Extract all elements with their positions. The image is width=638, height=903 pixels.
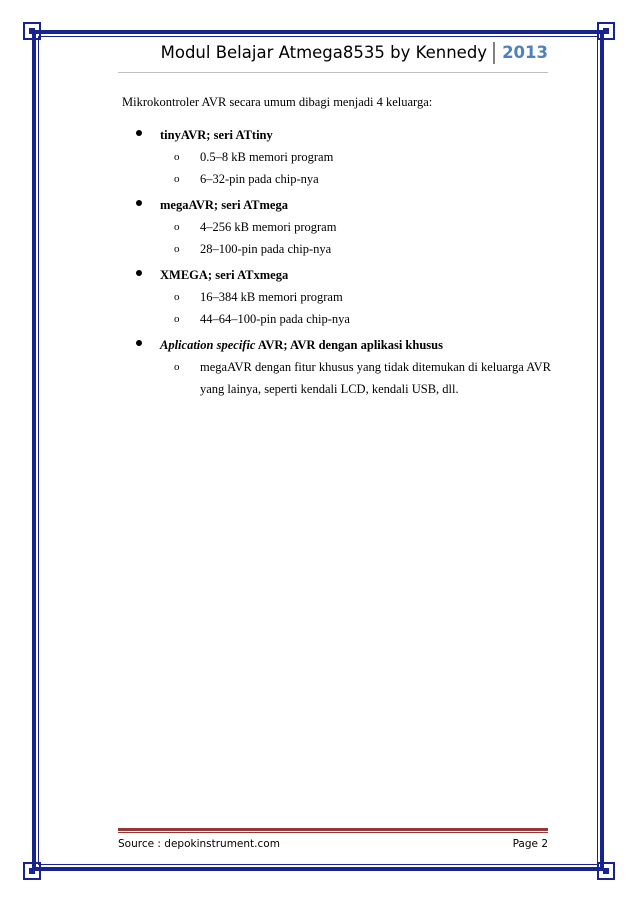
circle-bullet-icon: o	[174, 361, 180, 373]
circle-bullet-icon: o	[174, 151, 180, 163]
header-year: 2013	[502, 43, 548, 62]
page-number: Page 2	[512, 838, 548, 850]
family-label	[160, 334, 552, 356]
sub-item-text: megaAVR dengan fitur khusus yang tidak ditemukan di keluarga AVR yang lainya, seperti kendali LCD, kendali USB, dll.	[200, 360, 551, 396]
sub-item-text: 4–256 kB memori program	[200, 220, 337, 234]
sub-list	[160, 286, 552, 330]
footer-rule	[118, 828, 548, 831]
header-rule	[118, 72, 548, 73]
page-header	[118, 38, 548, 68]
corner-ornament-icon	[23, 862, 41, 880]
bullet-icon	[136, 200, 142, 206]
family-label: XMEGA; seri ATxmega	[160, 268, 289, 282]
bullet-icon	[136, 340, 142, 346]
sub-list-item	[160, 168, 552, 190]
family-label-rest: AVR; AVR dengan aplikasi khusus	[255, 338, 443, 352]
sub-list-item	[160, 238, 552, 260]
footer-rule-thin	[118, 832, 548, 833]
family-label: tinyAVR; seri ATtiny	[160, 128, 273, 142]
circle-bullet-icon: o	[174, 221, 180, 233]
body-content	[122, 94, 552, 404]
sub-list	[160, 356, 552, 400]
sub-list-item	[160, 356, 552, 400]
family-label-italic: Aplication specific	[160, 338, 256, 352]
corner-ornament-icon	[23, 22, 41, 40]
circle-bullet-icon: o	[174, 313, 180, 325]
list-item	[122, 264, 552, 330]
sub-item-text: 16–384 kB memori program	[200, 290, 343, 304]
sub-list-item	[160, 308, 552, 330]
family-label: megaAVR; seri ATmega	[160, 198, 288, 212]
sub-item-text: 0.5–8 kB memori program	[200, 150, 334, 164]
circle-bullet-icon: o	[174, 291, 180, 303]
sub-list-item	[160, 216, 552, 238]
bullet-icon	[136, 270, 142, 276]
list-item	[122, 124, 552, 190]
sub-list-item	[160, 286, 552, 308]
list-item	[122, 334, 552, 400]
circle-bullet-icon: o	[174, 243, 180, 255]
family-list	[122, 124, 552, 400]
header-title: Modul Belajar Atmega8535 by Kennedy	[161, 42, 495, 64]
bullet-icon	[136, 130, 142, 136]
circle-bullet-icon: o	[174, 173, 180, 185]
sub-list	[160, 146, 552, 190]
footer-source: Source : depokinstrument.com	[118, 838, 280, 850]
intro-paragraph: Mikrokontroler AVR secara umum dibagi menjadi 4 keluarga:	[122, 95, 433, 109]
sub-list	[160, 216, 552, 260]
page-footer	[118, 838, 548, 850]
corner-ornament-icon	[597, 862, 615, 880]
sub-list-item	[160, 146, 552, 168]
corner-ornament-icon	[597, 22, 615, 40]
list-item	[122, 194, 552, 260]
sub-item-text: 28–100-pin pada chip-nya	[200, 242, 332, 256]
sub-item-text: 6–32-pin pada chip-nya	[200, 172, 319, 186]
sub-item-text: 44–64–100-pin pada chip-nya	[200, 312, 350, 326]
